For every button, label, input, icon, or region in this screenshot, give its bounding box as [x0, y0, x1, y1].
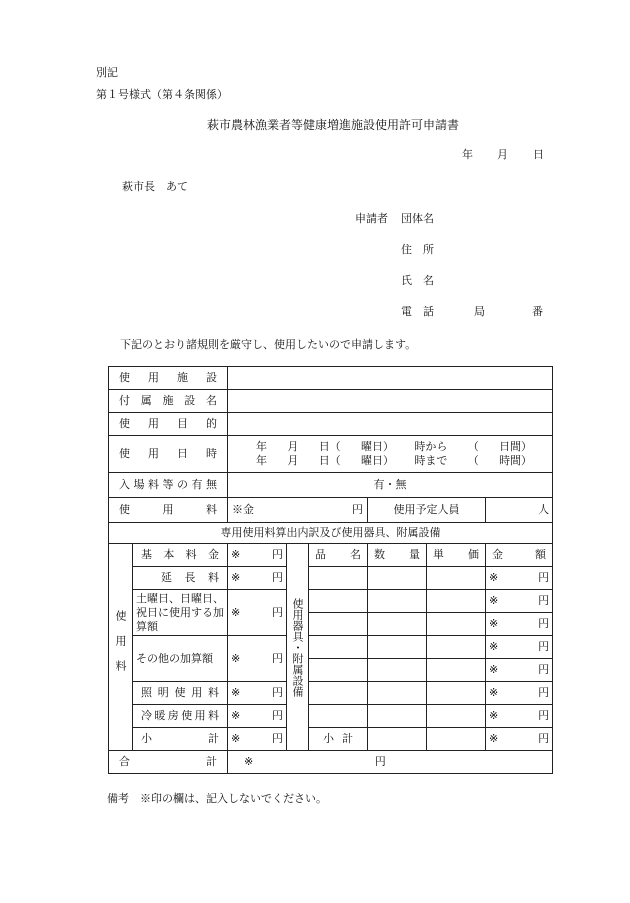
from-paren: （ [467, 440, 479, 453]
lighting-fee-mark: ※ [231, 686, 241, 699]
applicant-group-name: 団体名 [401, 212, 434, 225]
form-number: 第１号様式（第４条関係） [96, 88, 228, 101]
expected-people-unit: 人 [486, 498, 553, 523]
phone-exchange: 局 [474, 305, 485, 318]
amount-yen: 円 [538, 686, 550, 699]
basic-fee-mark: ※ [231, 548, 241, 561]
from-days: 日間） [499, 440, 533, 453]
application-form-table [108, 366, 553, 774]
equipment-subtotal-yen: 円 [538, 732, 550, 745]
equipment-item-cell[interactable] [309, 659, 368, 682]
to-paren: （ [467, 454, 479, 467]
date-day: 日 [533, 148, 544, 161]
appendix-label: 別記 [96, 66, 118, 79]
total-yen: 円 [374, 755, 386, 768]
fee-subtotal-yen: 円 [272, 732, 283, 745]
equipment-price-cell[interactable] [427, 659, 486, 682]
extension-fee-cell [228, 567, 287, 590]
col-quantity: 数量 [368, 544, 427, 567]
fee-field [228, 498, 368, 523]
datetime-to-line [256, 454, 532, 468]
datetime-label: 使用日時 [109, 436, 228, 473]
aircon-fee-mark: ※ [231, 709, 241, 722]
equipment-item-cell[interactable] [309, 590, 368, 613]
equipment-subtotal-amount [486, 728, 553, 751]
to-month: 月 [287, 454, 299, 467]
fee-group-text: 使用料 [114, 609, 127, 685]
aircon-fee-yen: 円 [272, 709, 283, 722]
amount-yen: 円 [538, 617, 550, 630]
amount-mark: ※ [489, 640, 499, 653]
equipment-item-cell[interactable] [309, 705, 368, 728]
facility-label: 使用施設 [109, 367, 228, 390]
equipment-amount-cell [486, 705, 553, 728]
equipment-price-cell[interactable] [427, 567, 486, 590]
equipment-price-cell[interactable] [427, 705, 486, 728]
lighting-fee-cell [228, 682, 287, 705]
purpose-field[interactable] [228, 413, 553, 436]
amount-mark: ※ [489, 686, 499, 699]
amount-yen: 円 [538, 709, 550, 722]
aircon-fee-cell [228, 705, 287, 728]
fee-group-label [109, 544, 133, 751]
to-year: 年 [256, 454, 267, 467]
datetime-field[interactable] [228, 436, 553, 473]
equipment-price-cell[interactable] [427, 590, 486, 613]
equipment-amount-cell [486, 613, 553, 636]
purpose-label: 使用目的 [109, 413, 228, 436]
amount-yen: 円 [538, 571, 550, 584]
holiday-fee-cell [228, 590, 287, 636]
equipment-price-cell[interactable] [427, 613, 486, 636]
total-label: 合計 [109, 751, 228, 774]
equipment-qty-cell[interactable] [368, 567, 427, 590]
document-title: 萩市農林漁業者等健康増進施設使用許可申請書 [207, 118, 460, 132]
addressee: 萩市長 あて [122, 180, 188, 193]
fee-yen: 円 [352, 503, 363, 516]
equipment-amount-cell [486, 659, 553, 682]
amount-yen: 円 [538, 640, 550, 653]
equipment-subtotal-mark: ※ [489, 732, 499, 745]
col-item-name: 品名 [309, 544, 368, 567]
amount-mark: ※ [489, 663, 499, 676]
other-fee-yen: 円 [272, 651, 283, 665]
equipment-subtotal-price [427, 728, 486, 751]
equipment-qty-cell[interactable] [368, 613, 427, 636]
remarks-note: 備考 ※印の欄は、記入しないでください。 [107, 792, 327, 805]
annex-facility-label: 付属施設名 [109, 390, 228, 413]
equipment-qty-cell[interactable] [368, 682, 427, 705]
equipment-item-cell[interactable] [309, 636, 368, 659]
holiday-fee-label: 土曜日、日曜日、祝日に使用する加算額 [133, 590, 228, 636]
breakdown-title: 専用使用料算出内訳及び使用器具、附属設備 [109, 523, 553, 544]
equipment-item-cell[interactable] [309, 613, 368, 636]
equipment-qty-cell[interactable] [368, 705, 427, 728]
equipment-item-cell[interactable] [309, 682, 368, 705]
equipment-amount-cell [486, 590, 553, 613]
applicant-phone: 電 話 [401, 305, 434, 318]
amount-mark: ※ [489, 594, 499, 607]
amount-mark: ※ [489, 709, 499, 722]
equipment-item-cell[interactable] [309, 567, 368, 590]
fee-subtotal-mark: ※ [231, 732, 241, 745]
from-hour: 時から [414, 440, 448, 453]
equipment-group-text: 使用器具・附属設備 [291, 597, 304, 697]
total-mark: ※ [244, 755, 254, 768]
to-hours: 時間） [499, 454, 533, 467]
phone-number: 番 [532, 305, 543, 318]
equipment-subtotal-qty [368, 728, 427, 751]
to-hour: 時まで [414, 454, 448, 467]
from-weekday: 曜日） [361, 440, 395, 453]
fee-subtotal-cell [228, 728, 287, 751]
equipment-price-cell[interactable] [427, 682, 486, 705]
equipment-price-cell[interactable] [427, 636, 486, 659]
applicant-label: 申請者 [355, 212, 388, 225]
basic-fee-cell [228, 544, 287, 567]
admission-label: 入場料等の有無 [109, 473, 228, 498]
fee-value: ※金 [232, 503, 254, 516]
basic-fee-label: 基本料金 [133, 544, 228, 567]
amount-mark: ※ [489, 617, 499, 630]
other-fee-mark: ※ [231, 651, 241, 665]
amount-yen: 円 [538, 663, 550, 676]
lighting-fee-label: 照明使用料 [133, 682, 228, 705]
equipment-qty-cell[interactable] [368, 659, 427, 682]
date-month: 月 [497, 148, 508, 161]
fee-subtotal-label: 小計 [133, 728, 228, 751]
lighting-fee-yen: 円 [272, 686, 283, 699]
holiday-fee-yen: 円 [272, 605, 283, 619]
equipment-qty-cell[interactable] [368, 590, 427, 613]
fee-label: 使用料 [109, 498, 228, 523]
equipment-qty-cell[interactable] [368, 636, 427, 659]
from-month: 月 [287, 440, 299, 453]
to-day: 日（ [318, 454, 341, 467]
total-cell [228, 751, 553, 774]
extension-fee-mark: ※ [231, 571, 241, 584]
intro-text: 下記のとおり諸規則を厳守し、使用したいので申請します。 [120, 338, 417, 351]
amount-yen: 円 [538, 594, 550, 607]
holiday-fee-mark: ※ [231, 605, 241, 619]
aircon-fee-label: 冷暖房使用料 [133, 705, 228, 728]
equipment-amount-cell [486, 567, 553, 590]
equipment-amount-cell [486, 636, 553, 659]
datetime-from-line [256, 440, 532, 454]
basic-fee-yen: 円 [272, 548, 283, 561]
extension-fee-yen: 円 [272, 571, 283, 584]
annex-facility-field[interactable] [228, 390, 553, 413]
applicant-address: 住 所 [401, 243, 434, 256]
equipment-amount-cell [486, 682, 553, 705]
to-weekday: 曜日） [361, 454, 395, 467]
applicant-name: 氏 名 [401, 274, 434, 287]
col-unit-price: 単価 [427, 544, 486, 567]
equipment-subtotal-label: 小計 [309, 728, 368, 751]
extension-fee-label: 延長料 [133, 567, 228, 590]
col-amount: 金額 [486, 544, 553, 567]
from-day: 日（ [318, 440, 341, 453]
from-year: 年 [256, 440, 267, 453]
other-fee-cell [228, 636, 287, 682]
facility-field[interactable] [228, 367, 553, 390]
other-fee-label: その他の加算額 [133, 636, 228, 682]
equipment-group-label [287, 544, 309, 751]
amount-mark: ※ [489, 571, 499, 584]
date-year: 年 [462, 148, 473, 161]
expected-people-label: 使用予定人員 [368, 498, 486, 523]
admission-value[interactable]: 有・無 [228, 473, 553, 498]
